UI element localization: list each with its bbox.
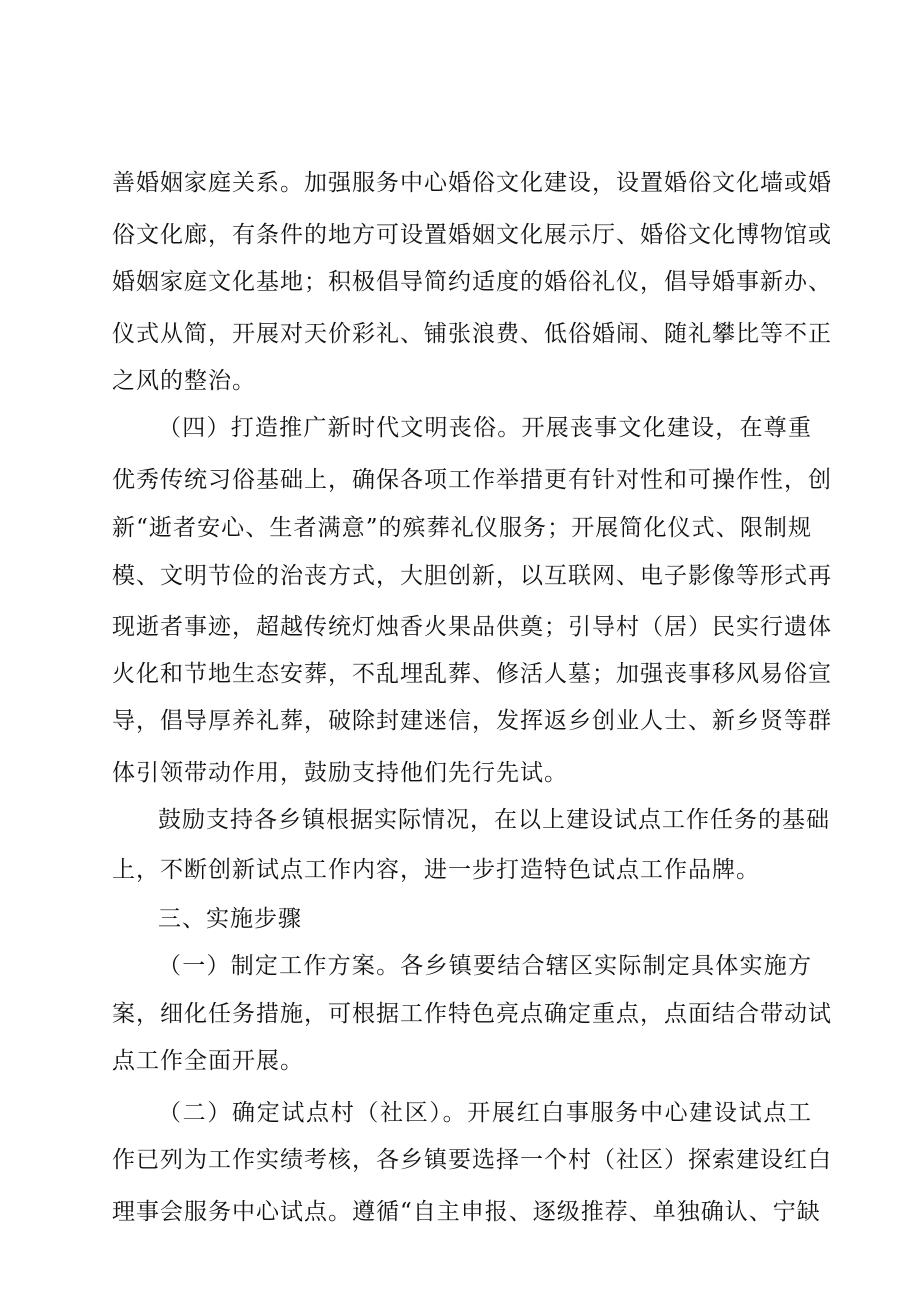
paragraph-start-line: （二）确定试点村（社区）。开展红白事服务中心建设试点工 — [158, 1100, 812, 1126]
text-line: 上，不断创新试点工作内容，进一步打造特色试点工作品牌。 — [112, 857, 760, 883]
text-line: 作已列为工作实绩考核，各乡镇要选择一个村（社区）探索建设红白 — [112, 1147, 832, 1173]
section-heading: 三、实施步骤 — [158, 906, 302, 932]
paragraph-start-line: （一）制定工作方案。各乡镇要结合辖区实际制定具体实施方 — [158, 953, 812, 979]
text-line: 现逝者事迹，超越传统灯烛香火果品供奠；引导村（居）民实行遗体 — [112, 614, 832, 640]
text-line: 善婚姻家庭关系。加强服务中心婚俗文化建设，设置婚俗文化墙或婚 — [112, 170, 832, 196]
text-line: 仪式从简，开展对天价彩礼、铺张浪费、低俗婚闹、随礼攀比等不正 — [112, 321, 832, 347]
text-line: 婚姻家庭文化基地；积极倡导简约适度的婚俗礼仪，倡导婚事新办、 — [112, 269, 832, 295]
text-line: 之风的整治。 — [112, 368, 256, 394]
text-line: 导，倡导厚养礼葬，破除封建迷信，发挥返乡创业人士、新乡贤等群 — [112, 708, 832, 734]
paragraph-start-line: （四）打造推广新时代文明丧俗。开展丧事文化建设，在尊重 — [158, 415, 812, 441]
text-line: 理事会服务中心试点。遵循“自主申报、逐级推荐、单独确认、宁缺 — [112, 1199, 821, 1225]
text-line: 俗文化廊，有条件的地方可设置婚姻文化展示厅、婚俗文化博物馆或 — [112, 222, 832, 248]
paragraph-start-line: 鼓励支持各乡镇根据实际情况，在以上建设试点工作任务的基础 — [158, 807, 830, 833]
text-line: 火化和节地生态安葬，不乱埋乱葬、修活人墓；加强丧事移风易俗宣 — [112, 661, 832, 687]
text-line: 案，细化任务措施，可根据工作特色亮点确定重点，点面结合带动试 — [112, 1001, 832, 1027]
text-line: 点工作全面开展。 — [112, 1048, 304, 1074]
text-line: 模、文明节俭的治丧方式，大胆创新，以互联网、电子影像等形式再 — [112, 563, 832, 589]
text-line: 新“逝者安心、生者满意”的殡葬礼仪服务；开展简化仪式、限制规 — [112, 515, 812, 541]
text-line: 体引领带动作用，鼓励支持他们先行先试。 — [112, 760, 568, 786]
text-line: 优秀传统习俗基础上，确保各项工作举措更有针对性和可操作性，创 — [112, 467, 832, 493]
